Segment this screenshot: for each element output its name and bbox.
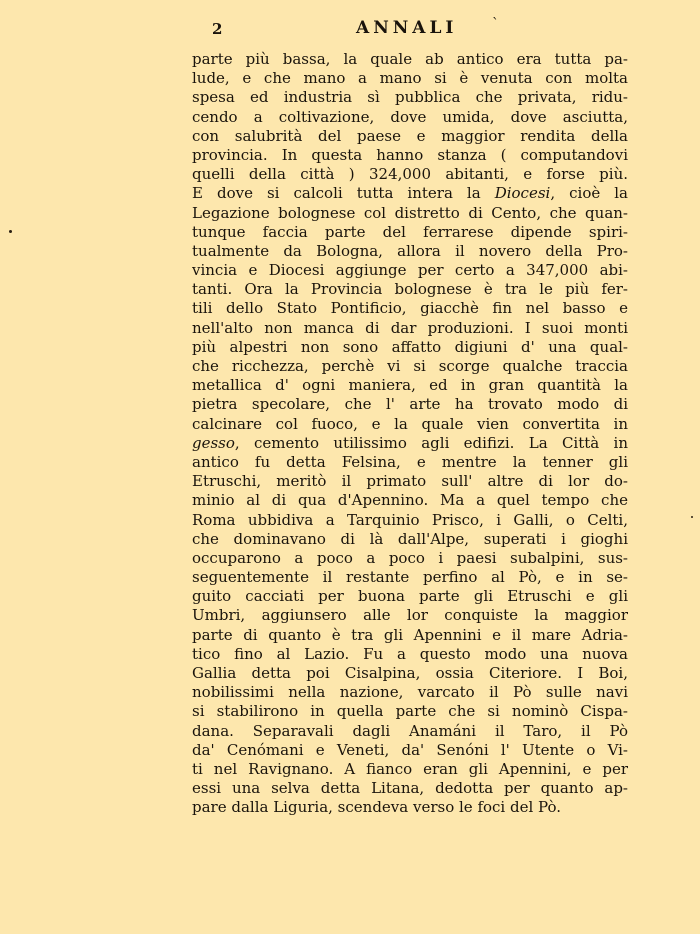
text-line: parte di quanto è tra gli Apennini e il mare Adria- bbox=[192, 625, 628, 644]
text-line: provincia. In questa hanno stanza ( computandovi bbox=[192, 145, 628, 164]
text-line: dana. Separavali dagli Anamáni il Taro, il Pò bbox=[192, 721, 628, 740]
text-line: più alpestri non sono affatto digiuni d' una qual- bbox=[192, 337, 628, 356]
text-segment: , cioè la bbox=[550, 184, 628, 203]
text-line: tili dello Stato Pontificio, giacchè fin nel basso e bbox=[192, 299, 628, 318]
text-line: nell'alto non manca di dar produzioni. I suoi monti bbox=[192, 318, 628, 337]
text-segment: , cemento utilissimo agli edifizi. La Città in bbox=[234, 433, 628, 452]
italic-word: Diocesi bbox=[494, 184, 551, 203]
text-line: tico fino al Lazio. Fu a questo modo una nuova bbox=[192, 644, 628, 663]
text-line: Roma ubbidiva a Tarquinio Prisco, i Galli, o Celti, bbox=[192, 510, 628, 529]
text-line: spesa ed industria sì pubblica che privata, ridu- bbox=[192, 88, 628, 107]
text-line: cendo a coltivazione, dove umida, dove asciutta, bbox=[192, 107, 628, 126]
text-line: nobilissimi nella nazione, varcato il Pò sulle navi bbox=[192, 683, 628, 702]
text-line: che ricchezza, perchè vi si scorge qualche traccia bbox=[192, 357, 628, 375]
text-line: lude, e che mano a mano si è venuta con molta bbox=[192, 69, 628, 88]
text-line: Etruschi, meritò il primato sull' altre di lor do- bbox=[192, 472, 628, 491]
text-line: Umbri, aggiunsero alle lor conquiste la maggior bbox=[192, 606, 628, 625]
page-header bbox=[0, 16, 700, 46]
text-line: calcinare col fuoco, e la quale vien convertita in bbox=[192, 414, 628, 433]
text-line: seguentemente il restante perfino al Pò, e in se- bbox=[192, 568, 628, 587]
italic-word: gesso bbox=[192, 433, 235, 452]
text-segment: E dove si calcoli tutta intera la bbox=[192, 184, 495, 203]
text-line: antico fu detta Felsina, e mentre la tenner gli bbox=[192, 452, 628, 471]
text-line: quelli della città ) 324,000 abitanti, e forse più. bbox=[192, 165, 628, 184]
text-line: minio al di qua d'Apennino. Ma a quel tempo che bbox=[192, 491, 628, 510]
text-line: che dominavano di là dall'Alpe, superati i gioghi bbox=[192, 529, 628, 548]
text-line: guito cacciati per buona parte gli Etruschi e gli bbox=[192, 587, 628, 606]
text-line: tunque faccia parte del ferrarese dipende spiri- bbox=[192, 222, 628, 241]
body-text bbox=[192, 50, 628, 818]
text-line: con salubrità del paese e maggior rendita della bbox=[192, 126, 628, 145]
ink-speck bbox=[691, 516, 693, 518]
ink-speck bbox=[9, 230, 12, 233]
text-line: tanti. Ora la Provincia bolognese è tra le più fer- bbox=[192, 280, 628, 299]
text-line: da' Cenómani e Veneti, da' Senóni l' Utente o Vi- bbox=[192, 740, 628, 759]
text-line: tualmente da Bologna, allora il novero della Pro- bbox=[192, 241, 628, 260]
running-title: ANNALI bbox=[356, 18, 458, 38]
text-line: pare dalla Liguria, scendeva verso le foci del Pò. bbox=[192, 798, 562, 817]
text-line: Gallia detta poi Cisalpina, ossia Citeriore. I Boi, bbox=[192, 664, 628, 682]
text-line: ti nel Ravignano. A fianco eran gli Apennini, e per bbox=[192, 759, 628, 778]
text-line: metallica d' ogni maniera, ed in gran quantità la bbox=[192, 376, 628, 395]
printer-mark: ` bbox=[492, 16, 499, 32]
text-line bbox=[192, 434, 628, 453]
text-line: Legazione bolognese col distretto di Cento, che quan- bbox=[192, 203, 628, 222]
text-line: pietra specolare, che l' arte ha trovato modo di bbox=[192, 395, 628, 414]
text-line: occuparono a poco a poco i paesi subalpini, sus- bbox=[192, 548, 628, 567]
text-line bbox=[192, 184, 628, 203]
text-line: si stabilirono in quella parte che si nominò Cispa- bbox=[192, 702, 628, 721]
text-line: essi una selva detta Litana, dedotta per quanto ap- bbox=[192, 779, 628, 798]
text-line: parte più bassa, la quale ab antico era tutta pa- bbox=[192, 50, 628, 68]
page-number: 2 bbox=[212, 20, 223, 38]
text-line: vincia e Diocesi aggiunge per certo a 347,000 abi- bbox=[192, 261, 628, 280]
